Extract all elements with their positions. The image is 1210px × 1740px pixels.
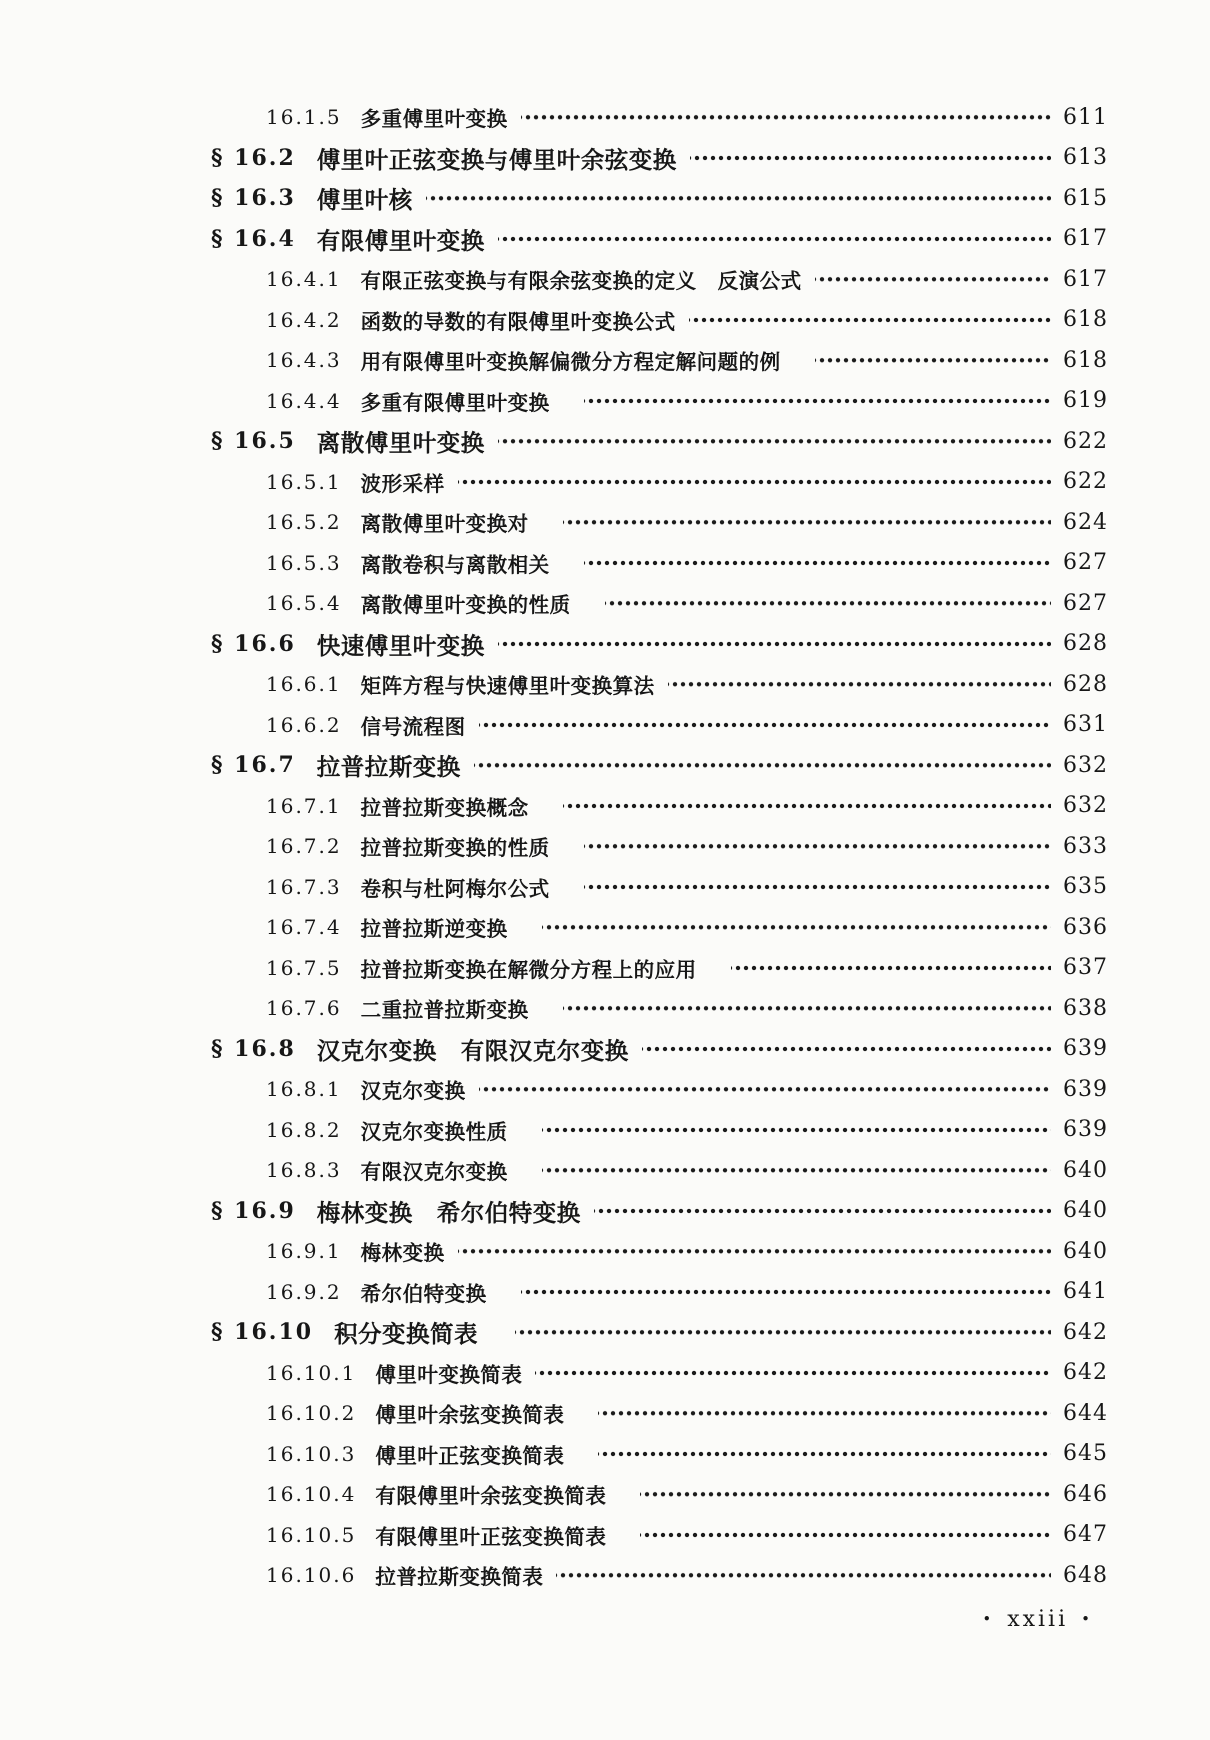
toc-entry-page: 635	[1063, 874, 1108, 900]
toc-entry-page: 639	[1063, 1076, 1108, 1102]
toc-entry-page: 615	[1063, 185, 1108, 211]
toc-entry-page: 636	[1063, 914, 1108, 940]
toc-entry-page: 632	[1063, 793, 1108, 819]
dot-leader	[584, 381, 1051, 422]
dot-leader	[690, 138, 1051, 179]
footer-page-number: xxiii	[1007, 1607, 1069, 1632]
dot-leader	[556, 1555, 1051, 1596]
dot-leader	[458, 462, 1051, 503]
toc-entry	[0, 1231, 1210, 1272]
toc-entry-number: 16.7.1	[266, 793, 342, 818]
toc-entry-title: 离散卷积与离散相关	[360, 553, 571, 577]
dot-leader	[598, 1434, 1051, 1475]
dot-leader	[498, 624, 1051, 665]
toc-entry-title: 矩阵方程与快速傅里叶变换算法	[360, 675, 655, 699]
toc-entry-number: § 16.2	[211, 144, 296, 171]
toc-entry-number: 16.4.4	[266, 388, 342, 413]
toc-entry	[0, 1434, 1210, 1475]
toc-entry-title: 傅里叶正弦变换简表	[375, 1444, 586, 1468]
toc-entry-title: 函数的导数的有限傅里叶变换公式	[360, 310, 676, 334]
toc-entry-page: 639	[1063, 1036, 1108, 1062]
toc-entry-page: 642	[1063, 1360, 1108, 1386]
toc-entry-page: 624	[1063, 509, 1108, 535]
toc-entry-page: 639	[1063, 1117, 1108, 1143]
toc-entry-number: § 16.5	[211, 428, 296, 455]
toc-entry-title: 傅里叶核	[316, 187, 413, 214]
toc-entry-title: 用有限傅里叶变换解偏微分方程定解问题的例	[360, 351, 802, 375]
toc-entry-page: 617	[1063, 226, 1108, 252]
toc-entry-page: 641	[1063, 1279, 1108, 1305]
toc-entry-title: 有限傅里叶余弦变换简表	[375, 1485, 628, 1509]
toc-entry-number: 16.5.1	[266, 469, 342, 494]
toc-entry-number: 16.8.1	[266, 1077, 342, 1102]
toc-entry-number: 16.4.3	[266, 348, 342, 373]
toc-entry-number: § 16.9	[211, 1197, 296, 1224]
toc-entry-page: 618	[1063, 307, 1108, 333]
toc-entry	[0, 948, 1210, 989]
toc-entry	[0, 1474, 1210, 1515]
toc-entry-page: 628	[1063, 631, 1108, 657]
toc-entry-title: 多重有限傅里叶变换	[360, 391, 571, 415]
dot-leader	[563, 786, 1051, 827]
toc-entry-title: 拉普拉斯变换简表	[375, 1566, 544, 1590]
dot-leader	[542, 1150, 1051, 1191]
toc-entry	[0, 1191, 1210, 1232]
toc-entry-page: 632	[1063, 752, 1108, 778]
toc-entry	[0, 988, 1210, 1029]
toc-entry-page: 618	[1063, 347, 1108, 373]
toc-entry-page: 611	[1063, 104, 1108, 130]
toc-entry	[0, 745, 1210, 786]
toc-entry-number: 16.5.2	[266, 510, 342, 535]
toc-entry-page: 640	[1063, 1157, 1108, 1183]
toc-entry-page: 640	[1063, 1238, 1108, 1264]
toc-entry	[0, 97, 1210, 138]
toc-entry-number: § 16.10	[211, 1319, 314, 1346]
toc-entry-title: 拉普拉斯逆变换	[360, 918, 529, 942]
toc-entry-title: 卷积与杜阿梅尔公式	[360, 877, 571, 901]
dot-leader	[458, 1231, 1051, 1272]
toc-entry-title: 拉普拉斯变换概念	[360, 796, 550, 820]
toc-list	[0, 97, 1210, 1596]
toc-entry-page: 645	[1063, 1441, 1108, 1467]
toc-entry-title: 梅林变换	[360, 1242, 445, 1266]
toc-entry	[0, 1393, 1210, 1434]
dot-leader	[479, 705, 1051, 746]
toc-entry-number: § 16.7	[211, 752, 296, 779]
dot-leader	[594, 1191, 1051, 1232]
toc-entry	[0, 624, 1210, 665]
toc-entry-title: 傅里叶正弦变换与傅里叶余弦变换	[316, 146, 677, 173]
toc-entry	[0, 664, 1210, 705]
toc-entry	[0, 259, 1210, 300]
dot-leader	[542, 907, 1051, 948]
toc-entry-number: 16.7.3	[266, 874, 342, 899]
dot-leader	[426, 178, 1051, 219]
toc-entry-number: 16.9.1	[266, 1239, 342, 1264]
toc-entry-title: 有限汉克尔变换	[360, 1161, 529, 1185]
toc-entry	[0, 1150, 1210, 1191]
toc-entry-page: 638	[1063, 995, 1108, 1021]
dot-leader	[584, 826, 1051, 867]
toc-entry-title: 汉克尔变换	[360, 1080, 466, 1104]
toc-entry-number: 16.10.6	[266, 1563, 357, 1588]
dot-leader	[498, 219, 1051, 260]
toc-entry	[0, 1515, 1210, 1556]
toc-entry-title: 信号流程图	[360, 715, 466, 739]
toc-entry-number: 16.6.1	[266, 672, 342, 697]
toc-entry	[0, 1353, 1210, 1394]
toc-entry-number: 16.10.2	[266, 1401, 357, 1426]
toc-entry	[0, 786, 1210, 827]
toc-entry-number: 16.1.5	[266, 105, 342, 130]
page-number-footer	[982, 1607, 1093, 1632]
toc-entry-title: 波形采样	[360, 472, 445, 496]
toc-entry-number: 16.10.5	[266, 1522, 357, 1547]
toc-entry-page: 642	[1063, 1319, 1108, 1345]
toc-entry-page: 640	[1063, 1198, 1108, 1224]
toc-entry-page: 619	[1063, 388, 1108, 414]
dot-leader	[640, 1515, 1051, 1556]
toc-entry-number: § 16.6	[211, 630, 296, 657]
toc-entry-number: 16.7.2	[266, 834, 342, 859]
toc-entry-title: 汉克尔变换 有限汉克尔变换	[316, 1037, 629, 1064]
toc-entry-number: § 16.3	[211, 185, 296, 212]
toc-entry-number: § 16.4	[211, 225, 296, 252]
toc-entry	[0, 1029, 1210, 1070]
dot-leader	[584, 543, 1051, 584]
toc-entry-number: 16.7.4	[266, 915, 342, 940]
toc-entry-number: § 16.8	[211, 1035, 296, 1062]
toc-entry-title: 汉克尔变换性质	[360, 1120, 529, 1144]
dot-leader	[535, 1353, 1051, 1394]
dot-leader	[642, 1029, 1051, 1070]
toc-entry-page: 613	[1063, 145, 1108, 171]
toc-entry-page: 644	[1063, 1400, 1108, 1426]
toc-entry-title: 有限傅里叶变换	[316, 227, 485, 254]
dot-leader	[668, 664, 1051, 705]
toc-entry	[0, 219, 1210, 260]
dot-leader	[689, 300, 1051, 341]
dot-leader	[640, 1474, 1051, 1515]
toc-entry-page: 631	[1063, 712, 1108, 738]
toc-entry-page: 617	[1063, 266, 1108, 292]
toc-entry	[0, 1272, 1210, 1313]
dot-leader	[521, 97, 1051, 138]
toc-entry	[0, 1110, 1210, 1151]
toc-entry	[0, 867, 1210, 908]
toc-entry	[0, 907, 1210, 948]
dot-leader	[515, 1312, 1051, 1353]
toc-entry-number: 16.8.3	[266, 1158, 342, 1183]
dot-leader	[521, 1272, 1051, 1313]
toc-entry-number: 16.6.2	[266, 712, 342, 737]
toc-entry-title: 二重拉普拉斯变换	[360, 999, 550, 1023]
toc-entry-number: 16.7.5	[266, 955, 342, 980]
toc-entry-title: 积分变换简表	[334, 1321, 503, 1348]
dot-leader	[479, 1069, 1051, 1110]
dot-leader	[563, 988, 1051, 1029]
toc-entry-title: 多重傅里叶变换	[360, 108, 508, 132]
toc-entry	[0, 421, 1210, 462]
toc-entry-title: 离散傅里叶变换对	[360, 513, 550, 537]
toc-entry	[0, 543, 1210, 584]
toc-entry-number: 16.5.3	[266, 550, 342, 575]
dot-leader	[584, 867, 1051, 908]
toc-entry-title: 有限正弦变换与有限余弦变换的定义 反演公式	[360, 270, 802, 294]
toc-entry	[0, 462, 1210, 503]
toc-entry	[0, 1312, 1210, 1353]
toc-entry	[0, 178, 1210, 219]
dot-leader	[563, 502, 1051, 543]
toc-entry-page: 622	[1063, 469, 1108, 495]
toc-entry	[0, 583, 1210, 624]
toc-entry-page: 647	[1063, 1522, 1108, 1548]
toc-entry-title: 梅林变换 希尔伯特变换	[316, 1199, 581, 1226]
toc-entry	[0, 381, 1210, 422]
toc-entry-title: 傅里叶变换简表	[375, 1363, 523, 1387]
toc-entry-page: 628	[1063, 671, 1108, 697]
footer-left-dot-icon: •	[982, 1610, 995, 1628]
toc-entry-number: 16.8.2	[266, 1117, 342, 1142]
dot-leader	[815, 259, 1051, 300]
dot-leader	[498, 421, 1051, 462]
toc-entry-title: 有限傅里叶正弦变换简表	[375, 1525, 628, 1549]
toc-entry-number: 16.4.1	[266, 267, 342, 292]
toc-entry-number: 16.10.4	[266, 1482, 357, 1507]
toc-entry-title: 离散傅里叶变换	[316, 430, 485, 457]
toc-entry-page: 646	[1063, 1481, 1108, 1507]
toc-entry	[0, 502, 1210, 543]
dot-leader	[542, 1110, 1051, 1151]
toc-entry-number: 16.7.6	[266, 996, 342, 1021]
toc-entry-page: 627	[1063, 590, 1108, 616]
toc-entry-page: 648	[1063, 1562, 1108, 1588]
toc-entry-number: 16.10.1	[266, 1360, 357, 1385]
toc-entry-page: 633	[1063, 833, 1108, 859]
toc-entry	[0, 1555, 1210, 1596]
toc-entry-page: 627	[1063, 550, 1108, 576]
toc-entry-number: 16.9.2	[266, 1279, 342, 1304]
toc-entry	[0, 138, 1210, 179]
toc-entry-page: 637	[1063, 955, 1108, 981]
toc-entry-title: 希尔伯特变换	[360, 1282, 508, 1306]
toc-entry-title: 离散傅里叶变换的性质	[360, 594, 592, 618]
toc-entry-number: 16.10.3	[266, 1441, 357, 1466]
toc-entry-title: 快速傅里叶变换	[316, 632, 485, 659]
toc-entry-title: 拉普拉斯变换在解微分方程上的应用	[360, 958, 718, 982]
toc-entry-number: 16.5.4	[266, 591, 342, 616]
toc-entry	[0, 1069, 1210, 1110]
toc-entry-number: 16.4.2	[266, 307, 342, 332]
dot-leader	[815, 340, 1051, 381]
toc-entry	[0, 705, 1210, 746]
dot-leader	[605, 583, 1051, 624]
footer-right-dot-icon: •	[1081, 1610, 1093, 1628]
toc-entry	[0, 340, 1210, 381]
toc-entry-title: 傅里叶余弦变换简表	[375, 1404, 586, 1428]
toc-entry-title: 拉普拉斯变换	[316, 754, 461, 781]
toc-entry-title: 拉普拉斯变换的性质	[360, 837, 571, 861]
dot-leader	[474, 745, 1051, 786]
toc-entry-page: 622	[1063, 428, 1108, 454]
toc-entry	[0, 826, 1210, 867]
toc-entry	[0, 300, 1210, 341]
dot-leader	[731, 948, 1051, 989]
dot-leader	[598, 1393, 1051, 1434]
